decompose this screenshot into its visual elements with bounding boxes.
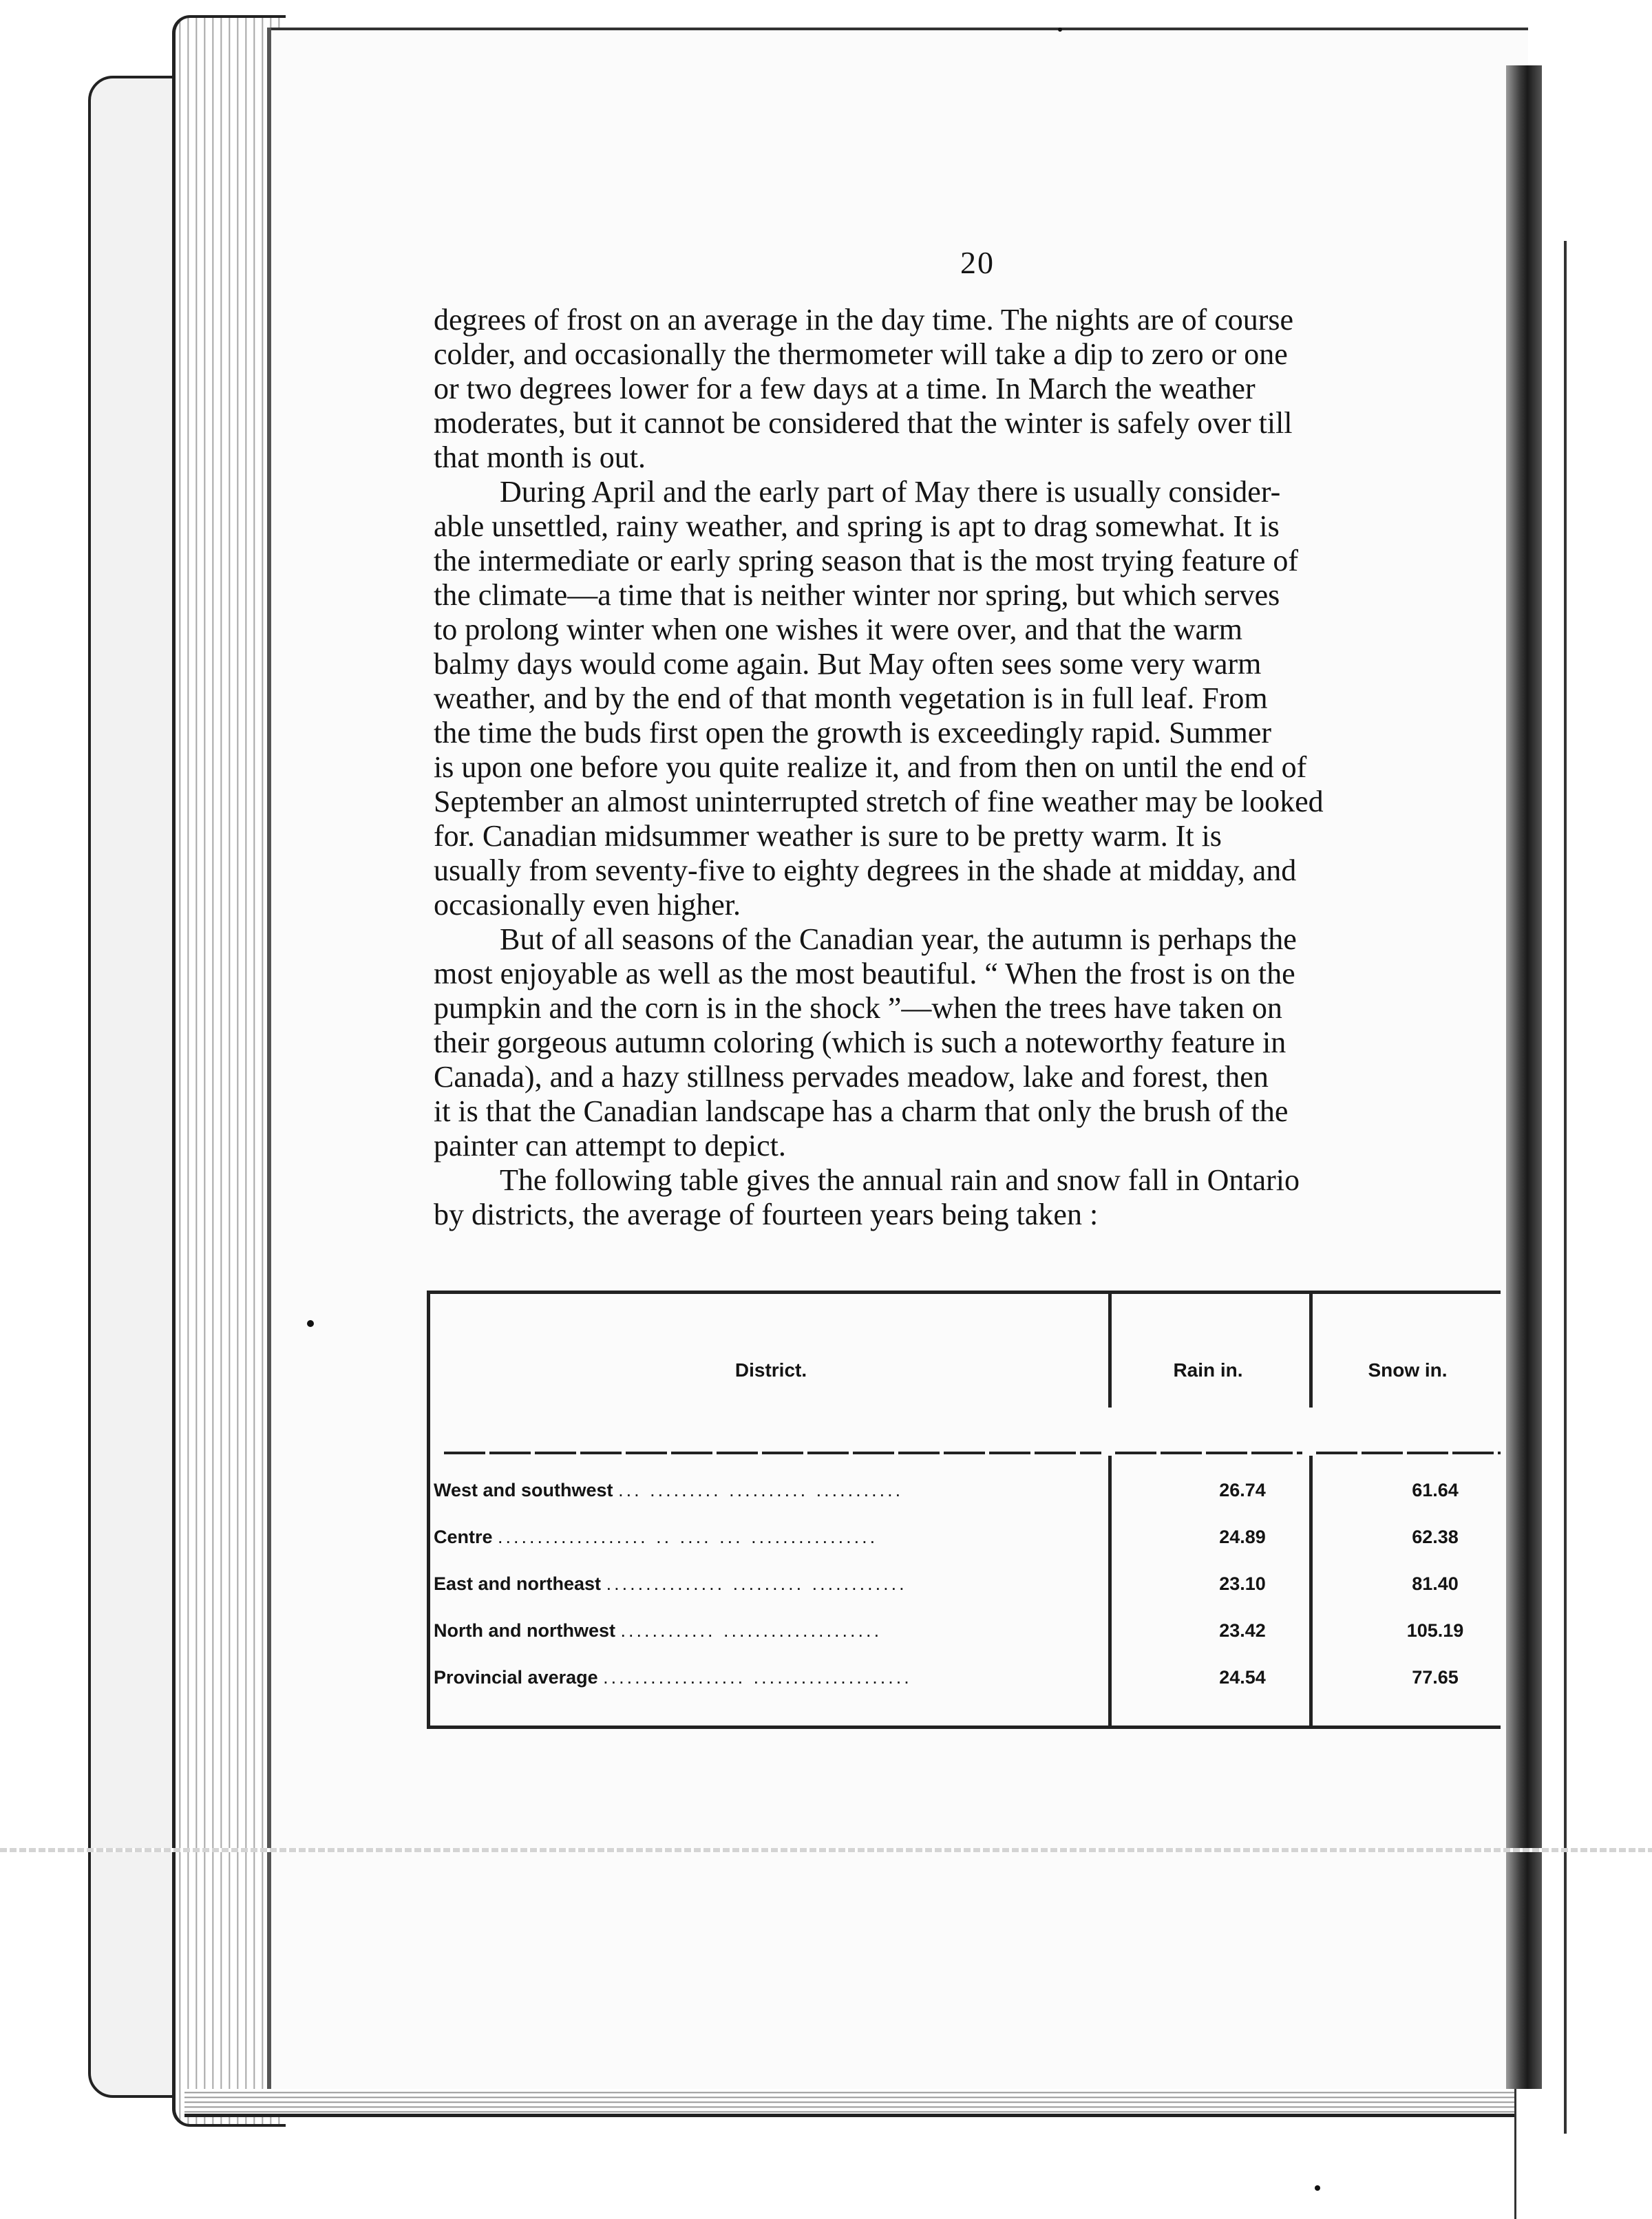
page-inner-edge	[267, 28, 271, 2089]
table-bottom-rule	[427, 1726, 1501, 1729]
district-name: Provincial average	[434, 1667, 598, 1688]
district-cell	[434, 1620, 1122, 1642]
text-line: that month is out.	[434, 440, 646, 474]
snow-cell: 62.38	[1412, 1527, 1459, 1547]
district-name: East and northeast	[434, 1573, 602, 1594]
column-divider	[1309, 1294, 1313, 1408]
text-line: the time the buds first open the growth is exceedingly rapid. Summer	[434, 716, 1272, 750]
paragraph-spring-summer	[434, 475, 1514, 922]
district-name: West and southwest	[434, 1480, 613, 1500]
header-rule	[444, 1452, 1101, 1454]
district-cell	[434, 1667, 1122, 1688]
column-header-rain: Rain in.	[1173, 1359, 1243, 1381]
ink-speck	[1315, 2185, 1320, 2191]
text-line: weather, and by the end of that month vegetation is in full leaf. From	[434, 681, 1268, 715]
paragraph-frost	[434, 303, 1514, 475]
district-name: Centre	[434, 1527, 493, 1547]
text-line: degrees of frost on an average in the day time. The nights are of course	[434, 303, 1294, 337]
table-row	[434, 1573, 1501, 1612]
leader-dots: ............ ....................	[620, 1620, 882, 1641]
ink-speck	[307, 1320, 314, 1327]
text-line: moderates, but it cannot be considered that the winter is safely over till	[434, 406, 1293, 440]
text-line: or two degrees lower for a few days at a time. In March the weather	[434, 372, 1256, 405]
text-line: the climate—a time that is neither winter nor spring, but which serves	[434, 578, 1280, 612]
district-cell	[434, 1527, 1122, 1548]
column-header-district: District.	[734, 1359, 807, 1381]
column-header-snow: Snow in.	[1368, 1359, 1448, 1381]
text-line: to prolong winter when one wishes it were over, and that the warm	[434, 613, 1242, 646]
paragraph-autumn	[434, 922, 1514, 1163]
text-line: But of all seasons of the Canadian year, the autumn is perhaps the	[500, 922, 1297, 956]
header-rule	[1316, 1452, 1501, 1454]
text-line: colder, and occasionally the thermometer will take a dip to zero or one	[434, 337, 1288, 371]
text-line: The following table gives the annual rain and snow fall in Ontario	[500, 1163, 1300, 1197]
header-rule	[1115, 1452, 1302, 1454]
text-line: is upon one before you quite realize it, and from then on until the end of	[434, 750, 1307, 784]
text-line: September an almost uninterrupted stretch of fine weather may be looked	[434, 785, 1324, 818]
table-row	[434, 1527, 1501, 1565]
table-row	[434, 1667, 1501, 1706]
text-line: During April and the early part of May there is usually consider-	[500, 475, 1281, 509]
text-line: by districts, the average of fourteen years being taken :	[434, 1198, 1099, 1231]
text-line: usually from seventy-five to eighty degrees in the shade at midday, and	[434, 853, 1297, 887]
table-row	[434, 1480, 1501, 1518]
rain-cell: 24.89	[1219, 1527, 1266, 1547]
scan-artifact-line	[0, 1848, 1652, 1852]
text-line: pumpkin and the corn is in the shock ”—when the trees have taken on	[434, 991, 1282, 1025]
leader-dots: ............... ......... ............	[606, 1573, 907, 1594]
text-line: their gorgeous autumn coloring (which is such a noteworthy feature in	[434, 1026, 1286, 1059]
page-number: 20	[960, 245, 995, 280]
text-line: painter can attempt to depict.	[434, 1129, 786, 1162]
text-line: Canada), and a hazy stillness pervades meadow, lake and forest, then	[434, 1060, 1269, 1094]
leader-dots: ... ......... .......... ...........	[618, 1480, 904, 1500]
snow-cell: 77.65	[1412, 1667, 1459, 1688]
ink-speck	[1058, 28, 1062, 32]
rain-snow-table	[427, 1291, 1501, 1731]
text-line: for. Canadian midsummer weather is sure to be pretty warm. It is	[434, 819, 1222, 853]
text-line: occasionally even higher.	[434, 888, 741, 922]
district-name: North and northwest	[434, 1620, 615, 1641]
leader-dots: .................. ....................	[603, 1667, 912, 1688]
text-line: most enjoyable as well as the most beautiful. “ When the frost is on the	[434, 957, 1295, 990]
snow-cell: 61.64	[1412, 1480, 1459, 1500]
district-cell	[434, 1573, 1122, 1595]
snow-cell: 105.19	[1406, 1620, 1464, 1641]
rain-cell: 24.54	[1219, 1667, 1266, 1688]
text-line: the intermediate or early spring season that is the most trying feature of	[434, 544, 1299, 577]
snow-cell: 81.40	[1412, 1573, 1459, 1594]
text-line: it is that the Canadian landscape has a charm that only the brush of the	[434, 1094, 1289, 1128]
table-left-rule	[427, 1291, 430, 1729]
leader-dots: ................... .. .... ... ................	[498, 1527, 878, 1547]
text-line: balmy days would come again. But May often sees some very warm	[434, 647, 1262, 681]
district-cell	[434, 1480, 1122, 1501]
rain-cell: 23.42	[1219, 1620, 1266, 1641]
page-stack-bottom	[184, 2089, 1534, 2117]
table-top-rule	[427, 1291, 1501, 1294]
text-line: able unsettled, rainy weather, and spring is apt to drag somewhat. It is	[434, 509, 1280, 543]
rain-cell: 26.74	[1219, 1480, 1266, 1500]
paragraph-table-intro	[434, 1163, 1514, 1232]
rain-cell: 23.10	[1219, 1573, 1266, 1594]
body-text	[434, 303, 1514, 1232]
table-row	[434, 1620, 1501, 1659]
column-divider	[1108, 1294, 1112, 1408]
